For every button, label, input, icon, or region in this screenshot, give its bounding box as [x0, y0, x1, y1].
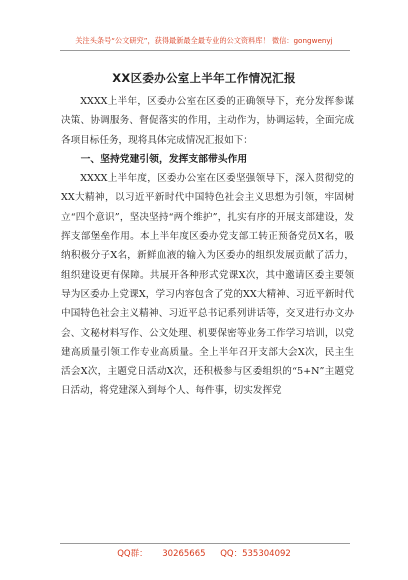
header-promo-note: 关注头条号“公文研究”，获得最新最全最专业的公文资料库！ 微信：gongwenyj — [75, 36, 333, 45]
footer-contact: QQ群： 30265665 QQ：535304092 — [117, 549, 291, 559]
footer-divider — [60, 543, 350, 544]
intro-paragraph: XXXX上半年，区委办公室在区委的正确领导下，充分发挥参谋决策、协调服务、督促落实的作用，主动作为，协调运转，全面完成各项目标任务，现将具体完成情况汇报如下： — [61, 96, 354, 146]
document-body — [61, 92, 354, 401]
section-paragraph: XXXX上半年度，区委办公室在区委坚强领导下，深入贯彻党的XX大精神，以习近平新时代中国特色社会主义思想为引领，牢固树立“四个意识”，坚决坚持“两个维护”，扎实有序的开展支部建设，发挥支部堡垒作用。本上半年度区委办党支部工转正预备党员X名，吸纳积极分子X名，新鲜血液的输入为区委办的组织发展贡献了活力，组织建设更有保障。共展开各种形式党课X次，其中邀请区委主要领导为区委办上党课X，学习内容包含了党的XX大精神、习近平新时代中国特色社会主义精神、习近平总书记系列讲话等，交叉进行办文办会、文秘材料写作、公文处理、机要保密等业务工作学习培训，以党建高质量引领工作专业高质量。全上半年召开支部大会X次，民主生活会X次，主题党日活动X次，还积极参与区委组织的“5+N”主题党日活动，将党建深入到每个人、每件事，切实发挥党 — [61, 173, 354, 397]
document-title: XX区委办公室上半年工作情况汇报 — [112, 71, 296, 85]
section-heading: 一、坚持党建引领，发挥支部带头作用 — [80, 153, 248, 165]
header-divider — [60, 50, 350, 51]
